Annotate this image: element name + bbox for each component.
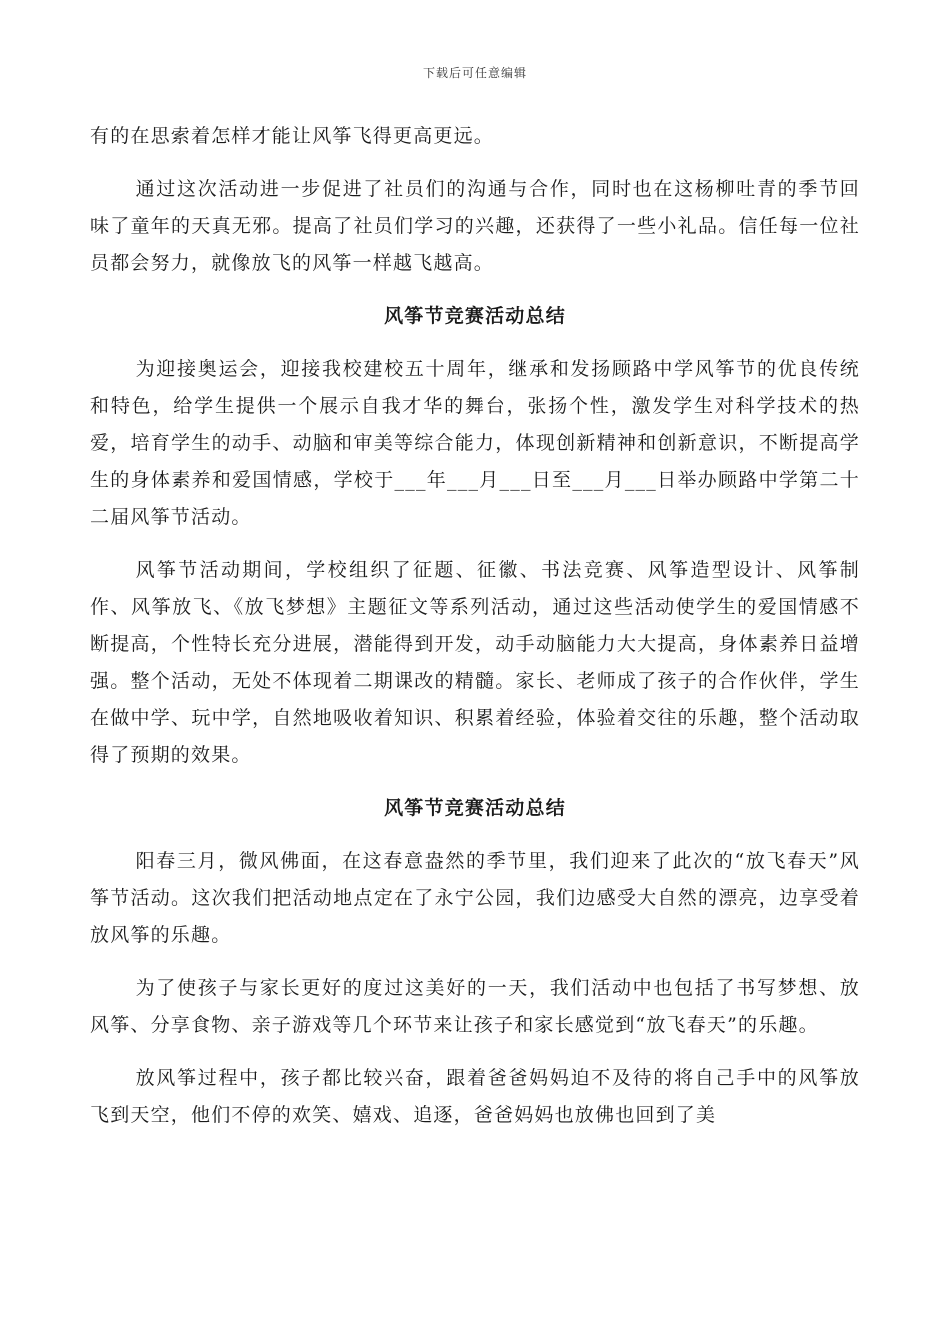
paragraph: 通过这次活动进一步促进了社员们的沟通与合作，同时也在这杨柳吐青的季节回味了童年的天真无邪。提高了社员们学习的兴趣，还获得了一些小礼品。信任每一位社员都会努力，就像放飞的风筝一样越飞越高。	[90, 178, 860, 274]
paragraph: 为了使孩子与家长更好的度过这美好的一天，我们活动中也包括了书写梦想、放风筝、分享食物、亲子游戏等几个环节来让孩子和家长感觉到“放飞春天”的乐趣。	[90, 977, 860, 1036]
paragraph-continuation: 有的在思索着怎样才能让风筝飞得更高更远。	[90, 125, 495, 147]
page-header: 下载后可任意编辑	[422, 66, 527, 80]
document-body	[90, 118, 860, 1134]
paragraph: 阳春三月，微风佛面，在这春意盎然的季节里，我们迎来了此次的“放飞春天”风筝节活动。这次我们把活动地点定在了永宁公园，我们边感受大自然的漂亮，边享受着放风筝的乐趣。	[90, 850, 860, 946]
paragraph: 放风筝过程中，孩子都比较兴奋，跟着爸爸妈妈迫不及待的将自己手中的风筝放飞到天空，他们不停的欢笑、嬉戏、追逐，爸爸妈妈也放佛也回到了美	[90, 1067, 860, 1126]
section-heading: 风筝节竞赛活动总结	[384, 797, 566, 819]
section-heading: 风筝节竞赛活动总结	[384, 305, 566, 327]
paragraph: 风筝节活动期间，学校组织了征题、征徽、书法竞赛、风筝造型设计、风筝制作、风筝放飞、《放飞梦想》主题征文等系列活动，通过这些活动使学生的爱国情感不断提高，个性特长充分进展，潜能得到开发，动手动脑能力大大提高，身体素养日益增强。整个活动，无处不体现着二期课改的精髓。家长、老师成了孩子的合作伙伴，学生在做中学、玩中学，自然地吸收着知识、积累着经验，体验着交往的乐趣，整个活动取得了预期的效果。	[90, 559, 860, 766]
paragraph: 为迎接奥运会，迎接我校建校五十周年，继承和发扬顾路中学风筝节的优良传统和特色，给学生提供一个展示自我才华的舞台，张扬个性，激发学生对科学技术的热爱，培育学生的动手、动脑和审美等综合能力，体现创新精神和创新意识，不断提高学生的身体素养和爱国情感，学校于___年___月___日至___月___日举办顾路中学第二十二届风筝节活动。	[90, 358, 860, 528]
